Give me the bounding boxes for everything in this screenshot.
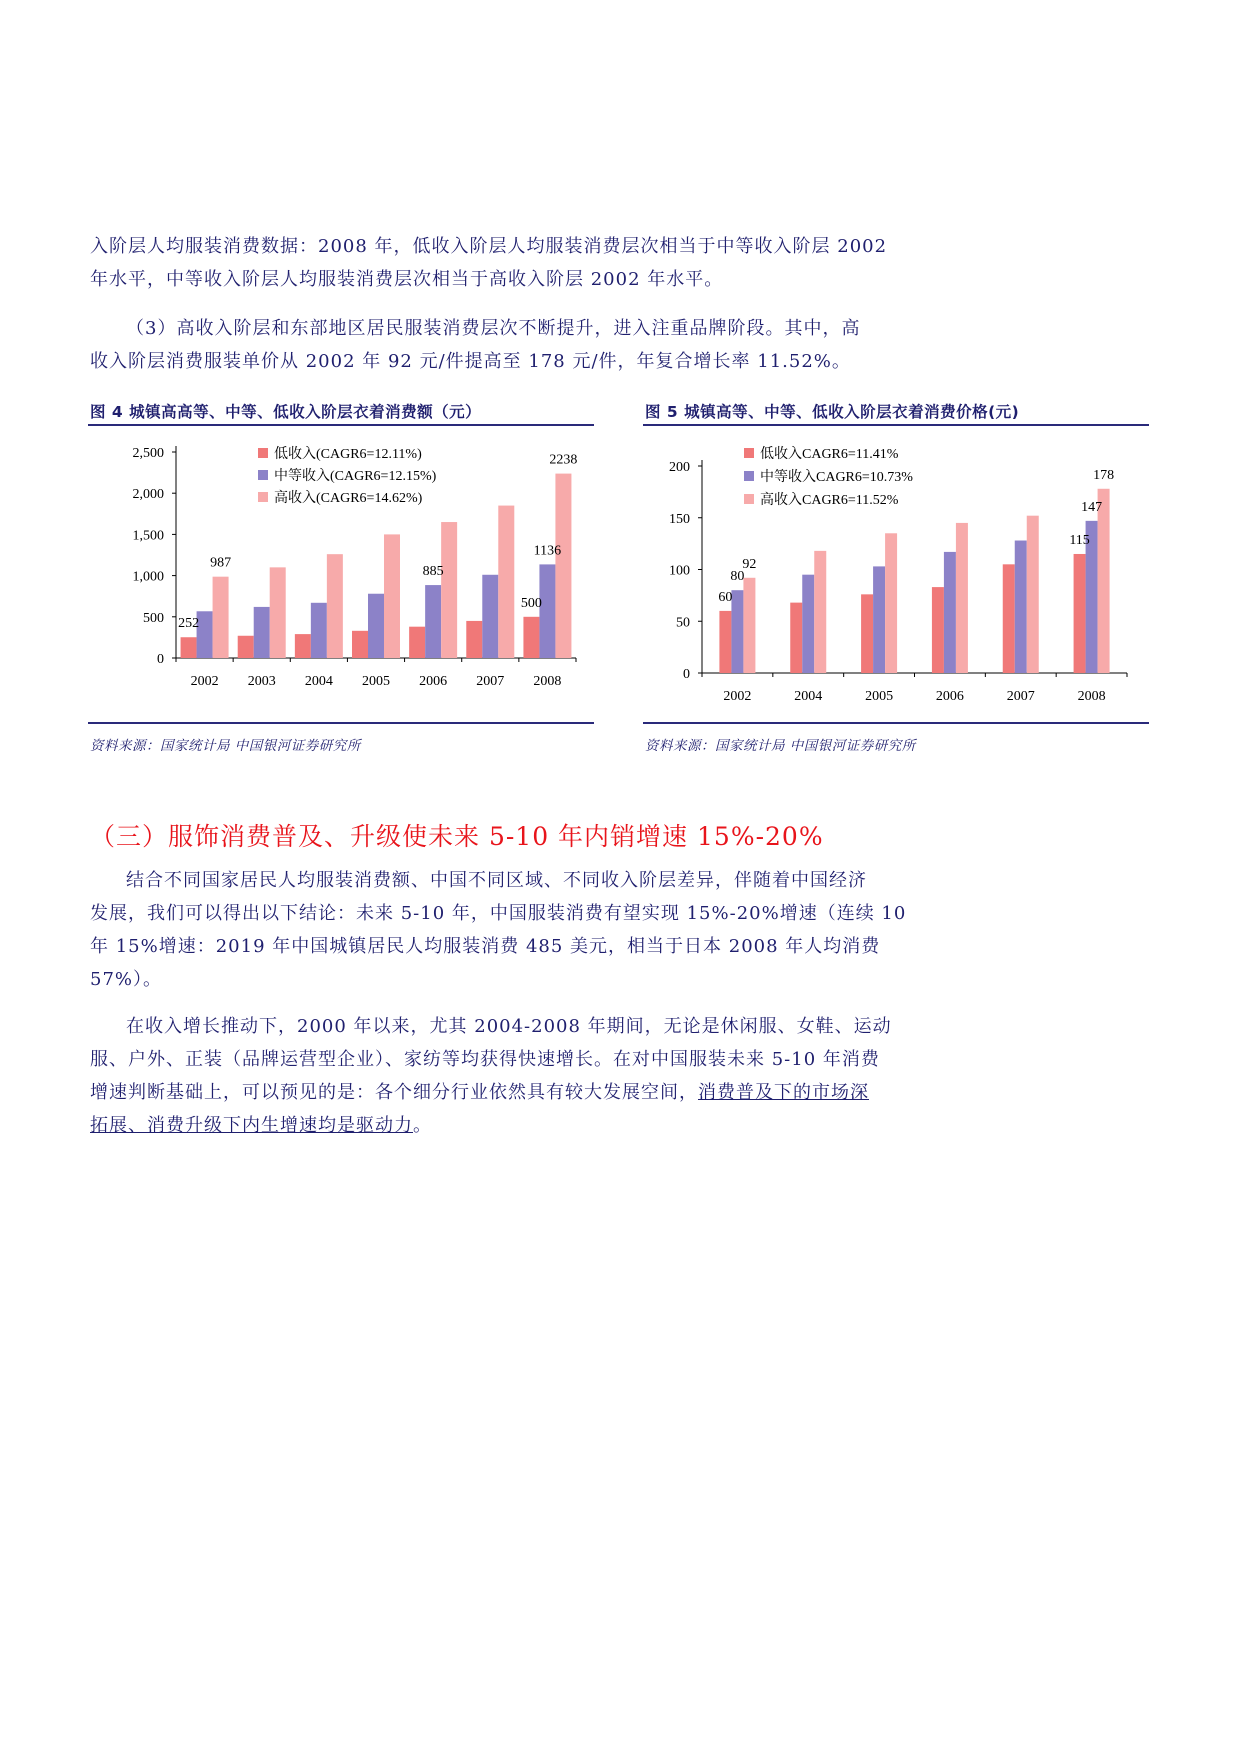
legend-swatch: [744, 448, 754, 458]
bar-2008-series1: [539, 564, 555, 658]
figure4-chart: [88, 430, 594, 692]
y-tick-label: 1,500: [132, 528, 164, 544]
paragraph-intro: [90, 230, 938, 296]
y-tick-label: 0: [157, 652, 164, 667]
bar-2008-series0: [523, 617, 539, 658]
y-tick-label: 2,500: [132, 446, 164, 461]
figure5-source: 资料来源：国家统计局 中国银河证券研究所: [645, 738, 916, 754]
text-line: 拓展、消费升级下内生增速均是驱动力。: [90, 1115, 432, 1136]
figure5-top-rule: [643, 424, 1149, 426]
bar-2006-series1: [944, 552, 956, 673]
x-tick-label: 2004: [304, 674, 333, 689]
bar-2004-series0: [790, 603, 802, 673]
x-tick-label: 2008: [533, 674, 562, 689]
figure5-title: 图 5 城镇高等、中等、低收入阶层衣着消费价格(元): [645, 403, 1020, 421]
figure4-bottom-rule: [88, 722, 594, 724]
bar-2005-series0: [861, 594, 873, 673]
paragraph-growth: [90, 1010, 938, 1142]
bar-2003-series0: [238, 636, 254, 658]
legend-swatch: [258, 492, 268, 502]
bar-2002-series2: [213, 577, 229, 658]
bar-2004-series2: [327, 554, 343, 658]
data-label: 885: [422, 564, 444, 580]
figure4-title: 图 4 城镇高高等、中等、低收入阶层衣着消费额（元）: [90, 403, 482, 421]
bar-2003-series2: [270, 567, 286, 658]
x-tick-label: 2008: [1077, 689, 1106, 704]
data-label: 178: [1093, 467, 1115, 483]
legend-swatch: [258, 448, 268, 458]
figure4-top-rule: [88, 424, 594, 426]
legend-label: 低收入CAGR6=11.41%: [760, 447, 899, 462]
underlined-phrase: 消费普及下的市场深: [698, 1082, 869, 1103]
text-line: 结合不同国家居民人均服装消费额、中国不同区域、不同收入阶层差异，伴随着中国经济: [126, 870, 867, 891]
x-tick-label: 2007: [1006, 689, 1035, 704]
bar-2004-series2: [814, 551, 826, 673]
legend-swatch: [258, 470, 268, 480]
bar-2002-series1: [731, 590, 743, 673]
text-line: 服、户外、正装（品牌运营型企业）、家纺等均获得快速增长。在对中国服装未来 5-10 年消费: [90, 1049, 880, 1070]
y-tick-label: 50: [676, 615, 690, 631]
data-label: 1136: [533, 543, 562, 559]
text-line: 发展，我们可以得出以下结论：未来 5-10 年，中国服装消费有望实现 15%-20%增速（连续 10: [90, 903, 907, 924]
bar-2006-series2: [441, 522, 457, 658]
y-tick-label: 2,000: [132, 487, 164, 503]
data-label: 2238: [549, 452, 578, 468]
text-line: 增速判断基础上，可以预见的是：各个细分行业依然具有较大发展空间，消费普及下的市场深: [90, 1082, 869, 1103]
x-tick-label: 2002: [190, 674, 219, 689]
bar-2006-series0: [409, 627, 425, 658]
bar-2006-series2: [956, 523, 968, 673]
bar-2007-series0: [466, 621, 482, 658]
x-tick-label: 2005: [865, 689, 894, 704]
y-tick-label: 100: [669, 563, 690, 579]
data-label: 252: [178, 616, 200, 632]
bar-2007-series0: [1003, 564, 1015, 673]
bar-2005-series2: [885, 533, 897, 673]
x-tick-label: 2002: [723, 689, 752, 704]
bar-2005-series1: [368, 594, 384, 658]
bar-2008-series2: [1098, 489, 1110, 673]
paragraph-high-income: [90, 312, 938, 378]
bar-2003-series1: [254, 607, 270, 658]
x-tick-label: 2007: [476, 674, 505, 689]
underlined-phrase: 拓展、消费升级下内生增速均是驱动力: [90, 1115, 413, 1136]
legend-label: 高收入CAGR6=11.52%: [760, 493, 899, 508]
legend-label: 中等收入(CAGR6=12.15%): [274, 469, 437, 484]
text-line: 57%）。: [90, 969, 163, 990]
x-tick-label: 2006: [419, 674, 448, 689]
data-label: 92: [742, 556, 757, 572]
figure4-svg: [88, 430, 594, 692]
data-label: 987: [210, 555, 232, 571]
data-label: 60: [718, 589, 733, 605]
bar-2008-series0: [1074, 554, 1086, 673]
figure4-source: 资料来源：国家统计局 中国银河证券研究所: [90, 738, 361, 754]
text-line: 在收入增长推动下，2000 年以来，尤其 2004-2008 年期间，无论是休闲服、女鞋、运动: [126, 1016, 892, 1037]
data-label: 147: [1081, 499, 1103, 515]
bar-2005-series0: [352, 631, 368, 658]
figure5-bottom-rule: [643, 722, 1149, 724]
bar-2002-series0: [181, 637, 197, 658]
text-line: （3）高收入阶层和东部地区居民服装消费层次不断提升，进入注重品牌阶段。其中，高: [126, 318, 861, 339]
text-line: 年 15%增速：2019 年中国城镇居民人均服装消费 485 美元，相当于日本 2008 年人均消费: [90, 936, 881, 957]
bar-2008-series2: [555, 474, 571, 658]
text-line: 年水平，中等收入阶层人均服装消费层次相当于高收入阶层 2002 年水平。: [90, 269, 724, 290]
figure5-svg: [643, 430, 1149, 710]
bar-2007-series2: [498, 506, 514, 658]
bar-2006-series0: [932, 587, 944, 673]
y-tick-label: 0: [683, 667, 690, 682]
bar-2006-series1: [425, 585, 441, 658]
data-label: 115: [1069, 532, 1090, 548]
bar-2007-series1: [1015, 541, 1027, 673]
bar-2004-series1: [311, 603, 327, 658]
bar-2002-series2: [743, 578, 755, 673]
bar-2004-series0: [295, 634, 311, 658]
text-line: 收入阶层消费服装单价从 2002 年 92 元/件提高至 178 元/件，年复合增长率 11.52%。: [90, 351, 851, 372]
paragraph-conclusion: [90, 864, 938, 996]
legend-label: 高收入(CAGR6=14.62%): [274, 491, 423, 506]
x-tick-label: 2005: [362, 674, 390, 689]
x-tick-label: 2004: [794, 689, 823, 704]
text-line: 入阶层人均服装消费数据：2008 年，低收入阶层人均服装消费层次相当于中等收入阶层 2002: [90, 236, 888, 257]
bar-2005-series2: [384, 534, 400, 658]
legend-label: 中等收入CAGR6=10.73%: [760, 470, 913, 485]
figure5-chart: [643, 430, 1149, 710]
bar-2007-series2: [1027, 516, 1039, 673]
y-tick-label: 1,000: [132, 569, 164, 585]
section-heading: （三）服饰消费普及、升级使未来 5-10 年内销增速 15%-20%: [90, 822, 824, 851]
x-tick-label: 2003: [247, 674, 276, 689]
bar-2002-series0: [719, 611, 731, 673]
legend-swatch: [744, 471, 754, 481]
data-label: 80: [730, 569, 745, 585]
y-tick-label: 500: [143, 610, 164, 626]
y-tick-label: 200: [669, 460, 690, 475]
bar-2004-series1: [802, 575, 814, 673]
legend-label: 低收入(CAGR6=12.11%): [274, 447, 422, 462]
x-tick-label: 2006: [935, 689, 964, 704]
legend-swatch: [744, 494, 754, 504]
y-tick-label: 150: [669, 511, 690, 527]
data-label: 500: [520, 595, 542, 611]
bar-2005-series1: [873, 566, 885, 673]
bar-2007-series1: [482, 575, 498, 658]
